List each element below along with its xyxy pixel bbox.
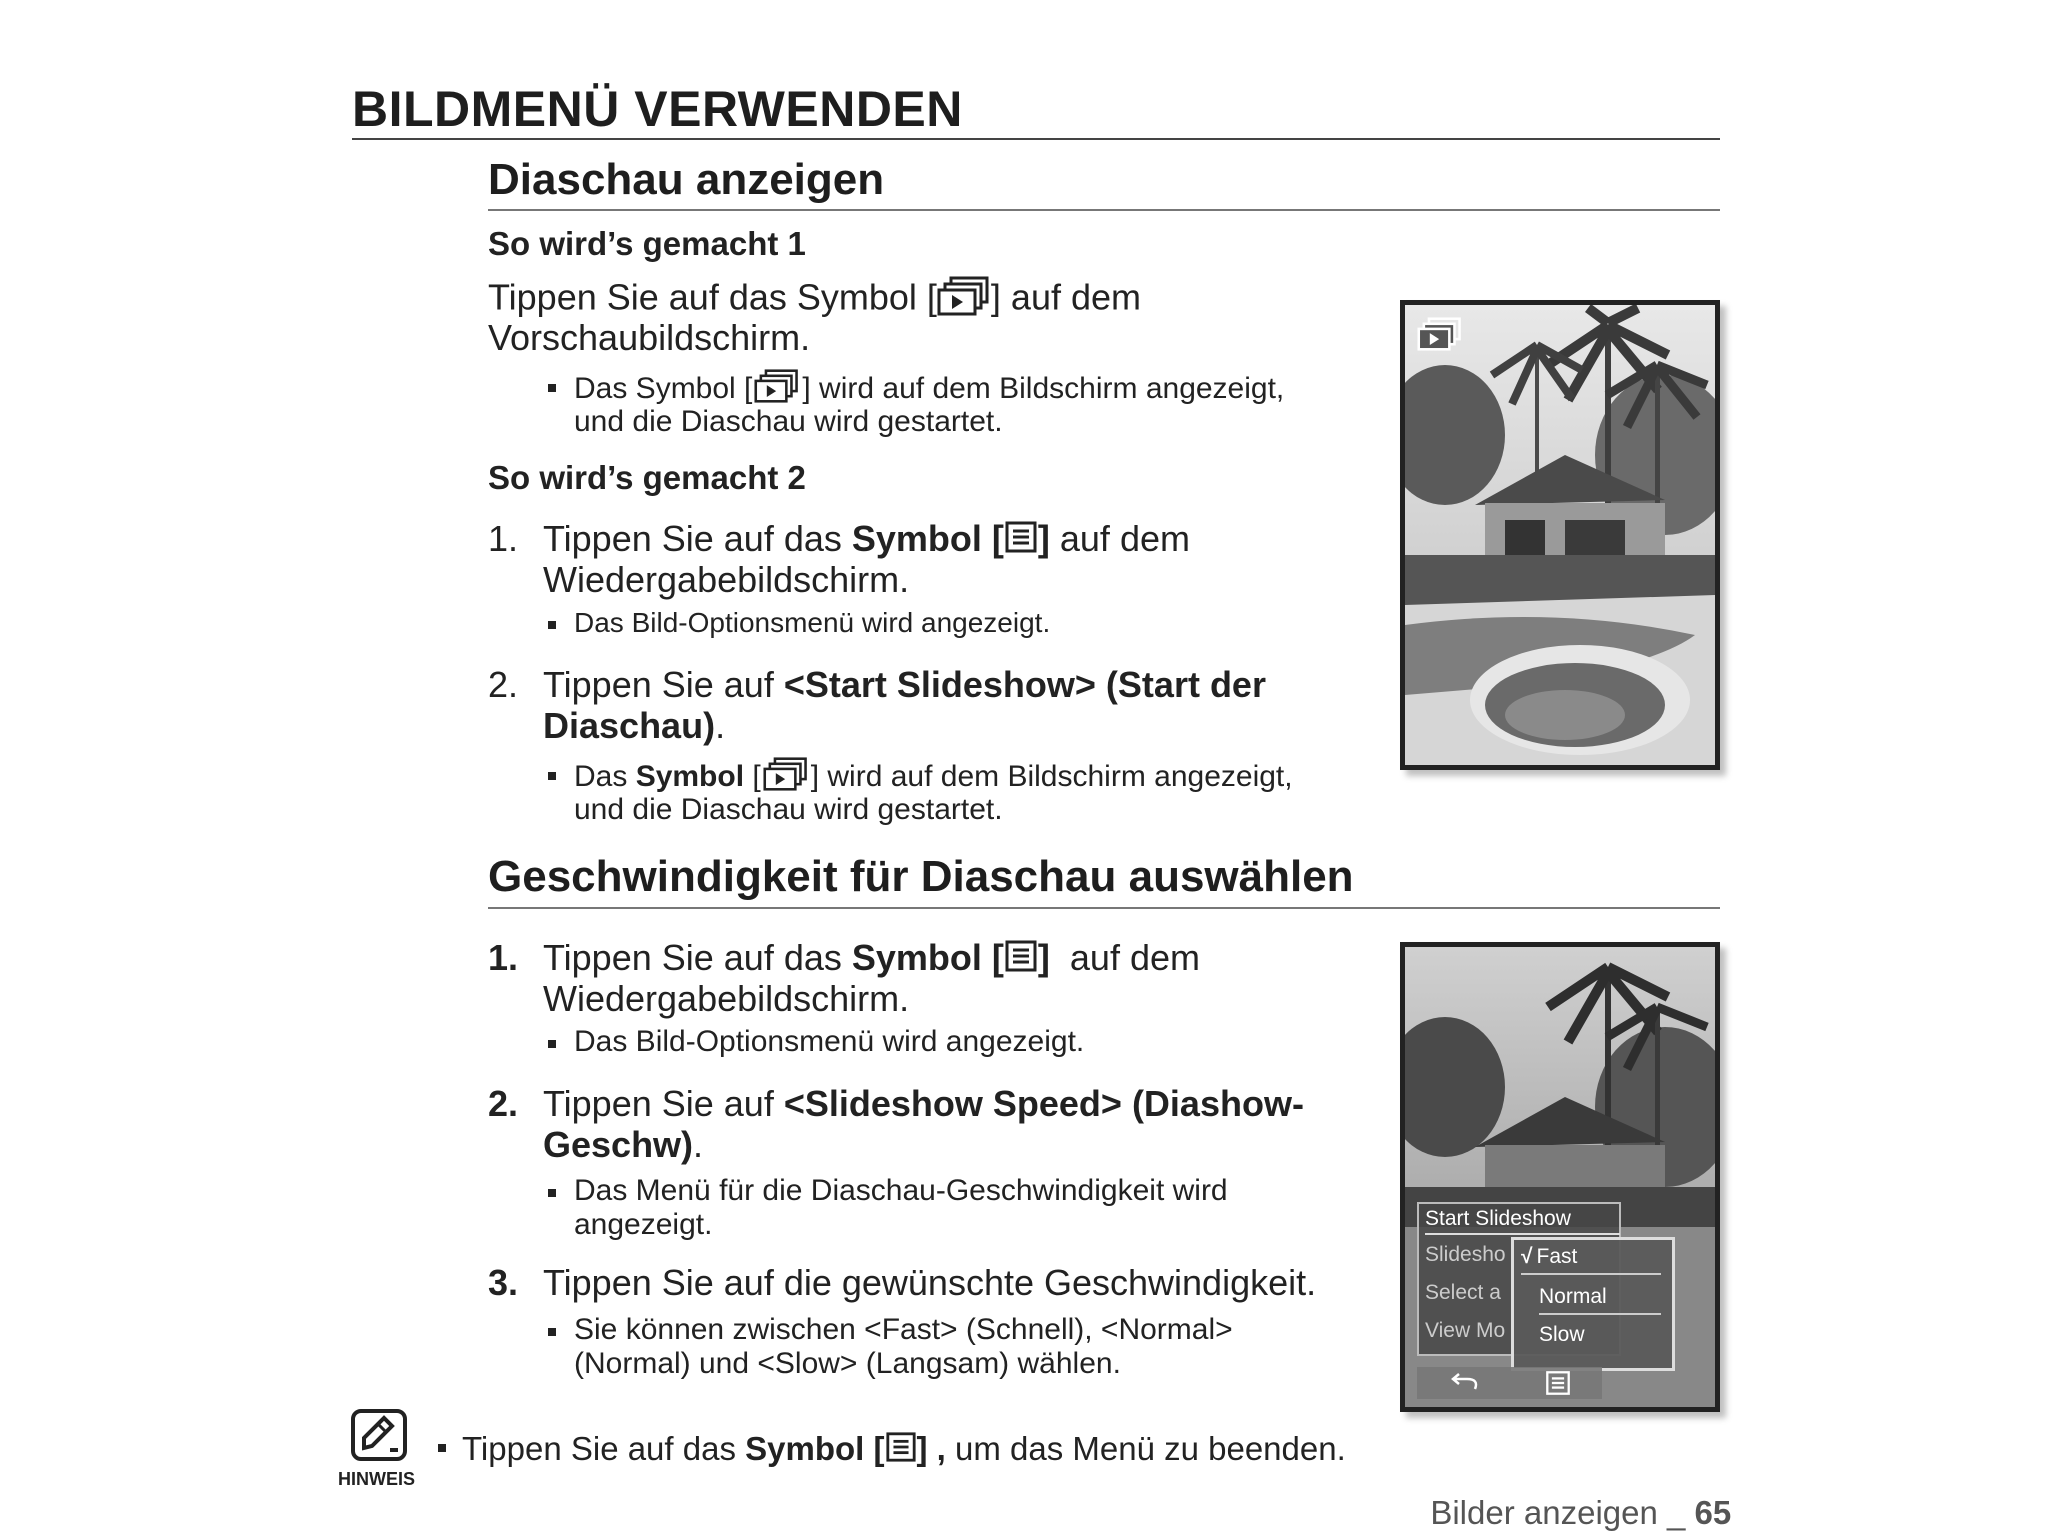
step-number: 1.: [488, 937, 519, 978]
title-rule: [352, 138, 1720, 140]
menu-icon: [885, 1431, 917, 1472]
section2-step2-bold: <Slideshow Speed> (Diashow-: [783, 1083, 1304, 1124]
pool-photo: [1405, 305, 1715, 765]
method2-step2-line2: [543, 705, 725, 746]
bullet-square: [548, 384, 556, 392]
section2-step2-post: .: [693, 1124, 704, 1165]
section2-title: Geschwindigkeit für Diaschau auswählen: [488, 852, 1354, 901]
section2-step1-post: auf dem: [1049, 937, 1200, 978]
back-arrow-icon[interactable]: [1445, 1371, 1485, 1400]
section2-step1-bullet: Das Bild-Optionsmenü wird angezeigt.: [574, 1025, 1085, 1058]
method2-step1-bullet: Das Bild-Optionsmenü wird angezeigt.: [574, 607, 1051, 638]
method2-step1-bold2: ]: [1037, 518, 1050, 559]
step-number: 1.: [488, 518, 519, 559]
method2-step2-bullet-bold: Symbol: [635, 759, 745, 793]
menu-icon: [1004, 939, 1038, 981]
section2-step3-bullet-line2: (Normal) und <Slow> (Langsam) wählen.: [574, 1347, 1121, 1380]
footer: [1412, 1456, 1731, 1532]
bullet-square: [548, 621, 556, 629]
section2-step1-bold: Symbol [: [851, 937, 1004, 978]
bullet-square: [438, 1444, 446, 1452]
note-post: um das Menü zu beenden.: [945, 1430, 1346, 1467]
page-title: BILDMENÜ VERWENDEN: [352, 81, 963, 137]
method1-bullet-post: ] wird auf dem Bildschirm angezeigt,: [802, 371, 1285, 405]
section2-step2-line2: [543, 1124, 703, 1165]
method2-step2-bullet-mid: [: [744, 759, 761, 793]
menu-icon: [1004, 520, 1038, 562]
menu-icon[interactable]: [1545, 1370, 1571, 1401]
bullet-square: [548, 1040, 556, 1048]
section2-step1-pre: Tippen Sie auf das: [543, 937, 852, 978]
note-bold: Symbol [: [745, 1430, 885, 1467]
method2-step2-post: .: [715, 705, 726, 746]
note-label: HINWEIS: [338, 1469, 416, 1489]
submenu-item-normal[interactable]: Normal: [1539, 1285, 1661, 1315]
method2-heading: So wird’s gemacht 2: [488, 459, 806, 496]
method2-step2-bullet-pre: Das: [574, 759, 636, 793]
section2-step2-bullet-line2: angezeigt.: [574, 1208, 713, 1241]
method2-step1-pre: Tippen Sie auf das: [543, 518, 852, 559]
menu-item-slideshow-speed[interactable]: Slidesho: [1425, 1243, 1506, 1266]
menu-item-view-mode[interactable]: View Mo: [1425, 1319, 1506, 1342]
submenu-fast-label: Fast: [1536, 1245, 1578, 1268]
method1-heading: So wird’s gemacht 1: [488, 225, 806, 262]
slideshow-icon: [937, 276, 991, 324]
method1-bullet-line2: und die Diaschau wird gestartet.: [574, 405, 1003, 438]
slideshow-icon: [1417, 317, 1463, 356]
method2-step2-bold-line2: Diaschau): [543, 705, 716, 746]
bullet-square: [548, 1189, 556, 1197]
section2-step3-bullet: Sie können zwischen <Fast> (Schnell), <Normal>: [574, 1313, 1233, 1346]
step-number: 3.: [488, 1262, 519, 1303]
checkmark-icon: √: [1521, 1245, 1533, 1268]
method2-step2: [543, 664, 1266, 705]
section2-step2: [543, 1083, 1304, 1124]
method1-line1-pre: Tippen Sie auf das Symbol [: [488, 276, 937, 318]
method2-step2-pre: Tippen Sie auf: [543, 664, 784, 705]
step-number: 2.: [488, 664, 519, 705]
section2-step2-bullet: Das Menü für die Diaschau-Geschwindigkeit wird: [574, 1174, 1228, 1207]
method2-step1-line2: Wiedergabebildschirm.: [543, 559, 910, 600]
submenu-item-fast[interactable]: [1521, 1245, 1661, 1275]
menu-item-select[interactable]: Select a: [1425, 1281, 1501, 1304]
section2-step1-bold2: ]: [1037, 937, 1050, 978]
device-screen-slideshow: [1400, 300, 1720, 770]
method2-step2-bold: <Start Slideshow> (Start der: [783, 664, 1266, 705]
step-number: 2.: [488, 1083, 519, 1124]
section2-rule: [488, 907, 1720, 909]
method1-line1-post: ] auf dem: [990, 276, 1142, 318]
bullet-square: [548, 1328, 556, 1336]
footer-section: Bilder anzeigen _: [1430, 1494, 1695, 1531]
method2-step1-post: auf dem: [1049, 518, 1190, 559]
section1-rule: [488, 209, 1720, 211]
method2-step1-bold: Symbol [: [851, 518, 1004, 559]
note-pre: Tippen Sie auf das: [462, 1430, 746, 1467]
menu-item-start-slideshow[interactable]: Start Slideshow: [1425, 1207, 1620, 1235]
section2-step2-bold-line2: Geschw): [543, 1124, 694, 1165]
bullet-square: [548, 772, 556, 780]
method2-step2-bullet-post: ] wird auf dem Bildschirm angezeigt,: [810, 759, 1293, 793]
section2-step1: [543, 937, 1200, 981]
note-pencil-icon: [350, 1408, 408, 1467]
section2-step3: Tippen Sie auf die gewünschte Geschwindigkeit.: [543, 1262, 1317, 1303]
section2-step2-pre: Tippen Sie auf: [543, 1083, 784, 1124]
note-bold2: ] ,: [916, 1430, 946, 1467]
method2-step2-bullet-line2: und die Diaschau wird gestartet.: [574, 793, 1003, 826]
section2-step1-line2: Wiedergabebildschirm.: [543, 978, 910, 1019]
section1-title: Diaschau anzeigen: [488, 155, 885, 204]
method1-line2: Vorschaubildschirm.: [488, 317, 811, 358]
note-text: [462, 1428, 1346, 1472]
submenu-item-slow[interactable]: Slow: [1539, 1323, 1585, 1346]
method2-step1: [543, 518, 1190, 562]
device-screen-speed-menu: [1400, 942, 1720, 1412]
page-number: 65: [1694, 1494, 1732, 1531]
method1-bullet-pre: Das Symbol [: [574, 371, 753, 405]
